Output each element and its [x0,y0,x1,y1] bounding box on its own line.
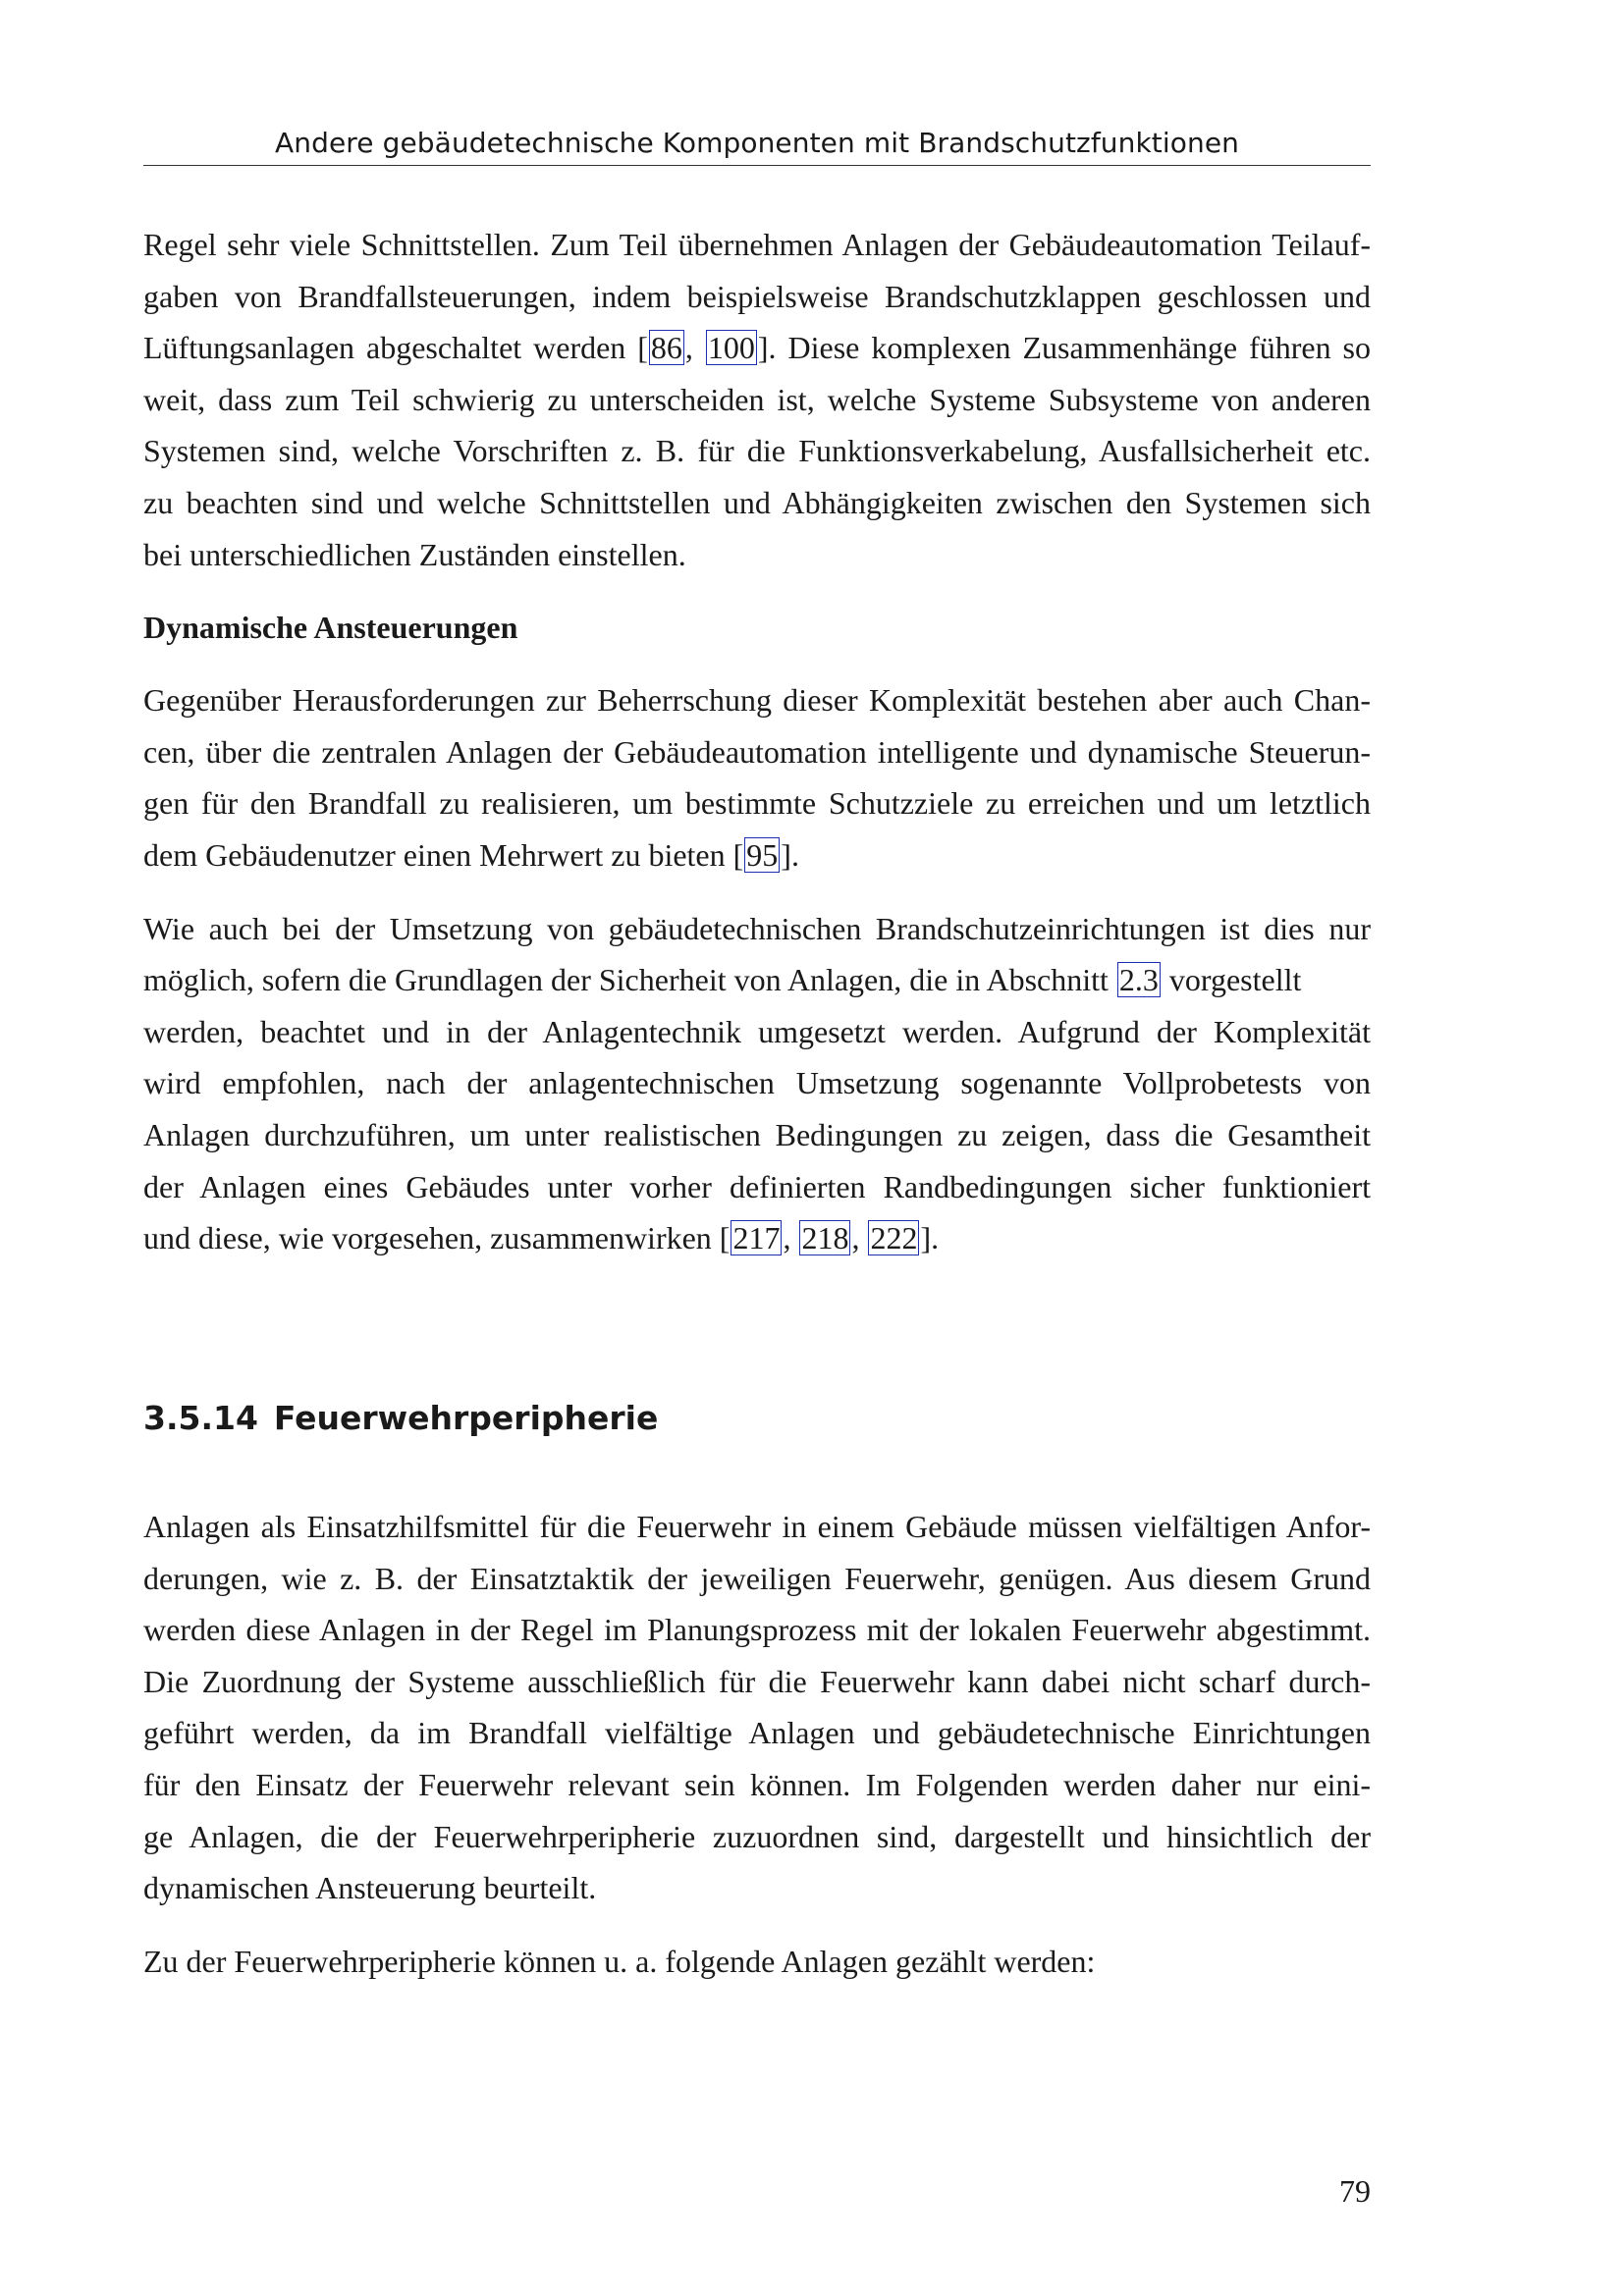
text-line: weit, dass zum Teil schwierig zu unterscheiden ist, welche Systeme Subsysteme von anderen [143,381,1371,417]
text-line [143,829,1371,881]
text-line: werden, beachtet und in der Anlagentechnik umgesetzt werden. Aufgrund der Komplexität [143,1013,1371,1049]
text-fragment: ]. [920,1220,940,1256]
text-line: gaben von Brandfallsteuerungen, indem beispielsweise Brandschutzklappen geschlossen und [143,278,1371,314]
paragraph-full-tests [143,903,1371,1264]
text-line: wird empfohlen, nach der anlagentechnischen Umsetzung sogenannte Vollprobetests von [143,1065,1371,1101]
citation-link[interactable]: 218 [801,1220,849,1256]
text-line: cen, über die zentralen Anlagen der Gebäudeautomation intelligente und dynamische Steuerun- [143,733,1371,770]
text-line: gen für den Brandfall zu realisieren, um bestimmte Schutzziele zu erreichen und um letztlich [143,785,1371,822]
section-heading [143,1394,658,1443]
text-fragment: , [851,1220,868,1256]
text-line [143,954,1371,1006]
paragraph-list-intro [143,1936,1371,1988]
citation-link[interactable]: 95 [746,836,779,873]
text-line: für den Einsatz der Feuerwehr relevant sein können. Im Folgenden werden daher nur eini- [143,1766,1371,1802]
text-fragment: , [684,330,705,366]
text-line: Anlagen als Einsatzhilfsmittel für die Feuerwehr in einem Gebäude müssen vielfältigen Anfor- [143,1509,1371,1544]
section-reference-link[interactable]: 2.3 [1118,962,1159,998]
page [143,0,1371,2296]
citation-link[interactable]: 217 [732,1220,781,1256]
text-fragment: ]. [781,836,799,873]
text-line: Wie auch bei der Umsetzung von gebäudetechnischen Brandschutzeinrichtungen ist dies nur [143,910,1371,946]
text-line: derungen, wie z. B. der Einsatztaktik der jeweiligen Feuerwehr, genügen. Aus diesem Grund [143,1560,1371,1596]
text-line: geführt werden, da im Brandfall vielfältige Anlagen und gebäudetechnische Einrichtungen [143,1715,1371,1751]
text-fragment: und diese, wie vorgesehen, zusammenwirken [ [143,1220,731,1256]
text-line: dynamischen Ansteuerung beurteilt. [143,1870,597,1906]
text-line: Systemen sind, welche Vorschriften z. B. für die Funktionsverkabelung, Ausfallsicherheit etc. [143,433,1371,469]
paragraph-intro [143,219,1371,580]
paragraph-dynamic-controls [143,674,1371,881]
page-number: 79 [1339,2173,1371,2209]
citation-link[interactable]: 86 [650,330,682,366]
text-line: Regel sehr viele Schnittstellen. Zum Teil übernehmen Anlagen der Gebäudeautomation Teilauf- [143,227,1371,262]
running-head: Andere gebäudetechnische Komponenten mit Brandschutzfunktionen [274,127,1240,159]
body-text-section [143,1501,1371,2008]
header-rule [143,165,1371,166]
text-fragment: Lüftungsanlagen abgeschaltet werden [ [143,330,648,366]
text-fragment: dem Gebäudenutzer einen Mehrwert zu bieten [ [143,836,744,873]
body-text [143,219,1371,1286]
text-line: ge Anlagen, die der Feuerwehrperipherie zuzuordnen sind, dargestellt und hinsichtlich der [143,1818,1371,1854]
citation-link[interactable]: 222 [870,1220,918,1256]
text-fragment: ]. Diese komplexen Zusammenhänge führen so [757,330,1371,366]
text-line: werden diese Anlagen in der Regel im Planungsprozess mit der lokalen Feuerwehr abgestimmt. [143,1612,1371,1648]
text-fragment: möglich, sofern die Grundlagen der Sicherheit von Anlagen, die in Abschnitt [143,962,1116,998]
citation-link[interactable]: 100 [707,330,755,366]
section-number: 3.5.14 [143,1399,258,1437]
text-fragment: , [783,1220,799,1256]
text-line [143,322,1371,374]
text-fragment: vorgestellt [1161,962,1302,998]
text-line: Anlagen durchzuführen, um unter realistischen Bedingungen zu zeigen, dass die Gesamtheit [143,1116,1371,1152]
text-line: Gegenüber Herausforderungen zur Beherrschung dieser Komplexität bestehen aber auch Chan- [143,682,1371,719]
text-line: zu beachten sind und welche Schnittstellen und Abhängigkeiten zwischen den Systemen sich [143,484,1371,520]
paragraph-fire-brigade [143,1501,1371,1914]
text-line: Zu der Feuerwehrperipherie können u. a. folgende Anlagen gezählt werden: [143,1943,1096,1979]
subsection-heading: Dynamische Ansteuerungen [143,610,518,646]
text-line: bei unterschiedlichen Zuständen einstellen. [143,536,686,572]
section-title-text: Feuerwehrperipherie [273,1399,659,1437]
text-line: Die Zuordnung der Systeme ausschließlich für die Feuerwehr kann dabei nicht scharf durch- [143,1663,1371,1699]
text-line: der Anlagen eines Gebäudes unter vorher definierten Randbedingungen sicher funktioniert [143,1168,1371,1204]
text-line [143,1212,1371,1264]
